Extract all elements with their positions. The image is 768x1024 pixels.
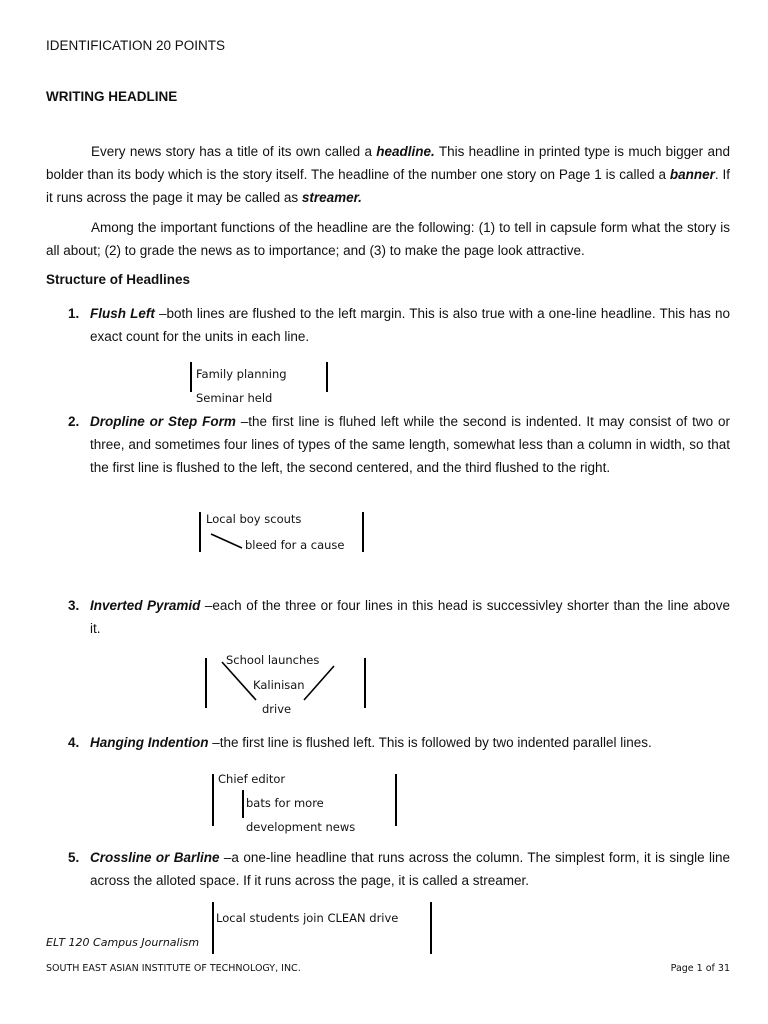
document-header: IDENTIFICATION 20 POINTS [46,38,226,53]
item-number: 4. [68,735,80,750]
item-number: 5. [68,850,80,865]
example-line: Seminar held [196,391,273,405]
intro-text-1: Every news story has a title of its own called a [91,144,377,159]
item-number: 3. [68,598,80,613]
functions-paragraph: Among the important functions of the headline are the following: (1) to tell in capsule form what the story is all about; (2) to grade the news as to importance; and (3) to make the page look attractive. [46,220,730,258]
step-diagonal-line [210,532,244,550]
list-item-hanging-indention [68,731,730,754]
example-line: Kalinisan [253,678,305,692]
example-line: development news [246,820,356,834]
right-margin-bar [364,658,366,708]
example-line: Local boy scouts [206,512,302,526]
item-description: –the first line is fluhed left while the second is indented. It may consist of two or three, and sometimes four lines of types of the same length, somewhat less than a column in width, so that the first line is flushed to the left, the second centered, and the third flushed to the right. [90,414,730,475]
left-margin-bar [212,902,214,954]
example-line: Family planning [196,367,287,381]
item-term: Dropline or Step Form [90,414,236,429]
item-description: –a one-line headline that runs across the column. The simplest form, it is single line across the alloted space. If it runs across the page, it is called a streamer. [90,850,730,888]
left-margin-bar [199,512,201,552]
intro-text-2: This headline in printed type is much bigger and bolder than its body which is the story itself. The headline of the number one story on Page 1 is called a [46,144,731,182]
right-margin-bar [430,902,432,954]
section-heading: Structure of Headlines [46,272,191,287]
item-term: Flush Left [90,306,155,321]
example-line: bleed for a cause [245,538,345,552]
example-line: School launches [226,653,320,667]
right-margin-bar [395,774,397,826]
list-item-inverted-pyramid [68,594,730,640]
left-margin-bar [190,362,192,392]
right-margin-bar [326,362,328,392]
page-number: Page 1 of 31 [670,963,730,974]
left-margin-bar [212,774,214,826]
list-item-crossline [68,846,730,892]
example-line: bats for more [246,796,324,810]
term-headline: headline. [376,144,435,159]
item-number: 2. [68,414,80,429]
indent-bar [242,790,244,818]
item-number: 1. [68,306,80,321]
item-description: –both lines are flushed to the left margin. This is also true with a one-line headline. This has no exact count for the units in each line. [90,306,730,344]
footer-institution: SOUTH EAST ASIAN INSTITUTE OF TECHNOLOGY, INC. [46,963,301,974]
left-margin-bar [205,658,207,708]
example-line: drive [262,702,292,716]
example-line: Chief editor [218,772,286,786]
page-title: WRITING HEADLINE [46,89,178,104]
list-item-dropline [68,410,730,479]
list-item-flush-left [68,302,730,348]
term-banner: banner [669,167,715,182]
item-description: –each of the three or four lines in this head is successivley shorter than the line above it. [90,598,731,636]
example-line: Local students join CLEAN drive [216,911,399,925]
intro-paragraph [46,140,730,209]
intro-text-3: . If it runs across the page it may be called as [46,167,730,205]
item-term: Crossline or Barline [90,850,220,865]
item-term: Hanging Indention [90,735,209,750]
footer-course: ELT 120 Campus Journalism [46,936,200,949]
right-margin-bar [362,512,364,552]
item-description: –the first line is flushed left. This is followed by two indented parallel lines. [208,735,652,750]
term-streamer: streamer. [301,190,362,205]
item-term: Inverted Pyramid [90,598,201,613]
